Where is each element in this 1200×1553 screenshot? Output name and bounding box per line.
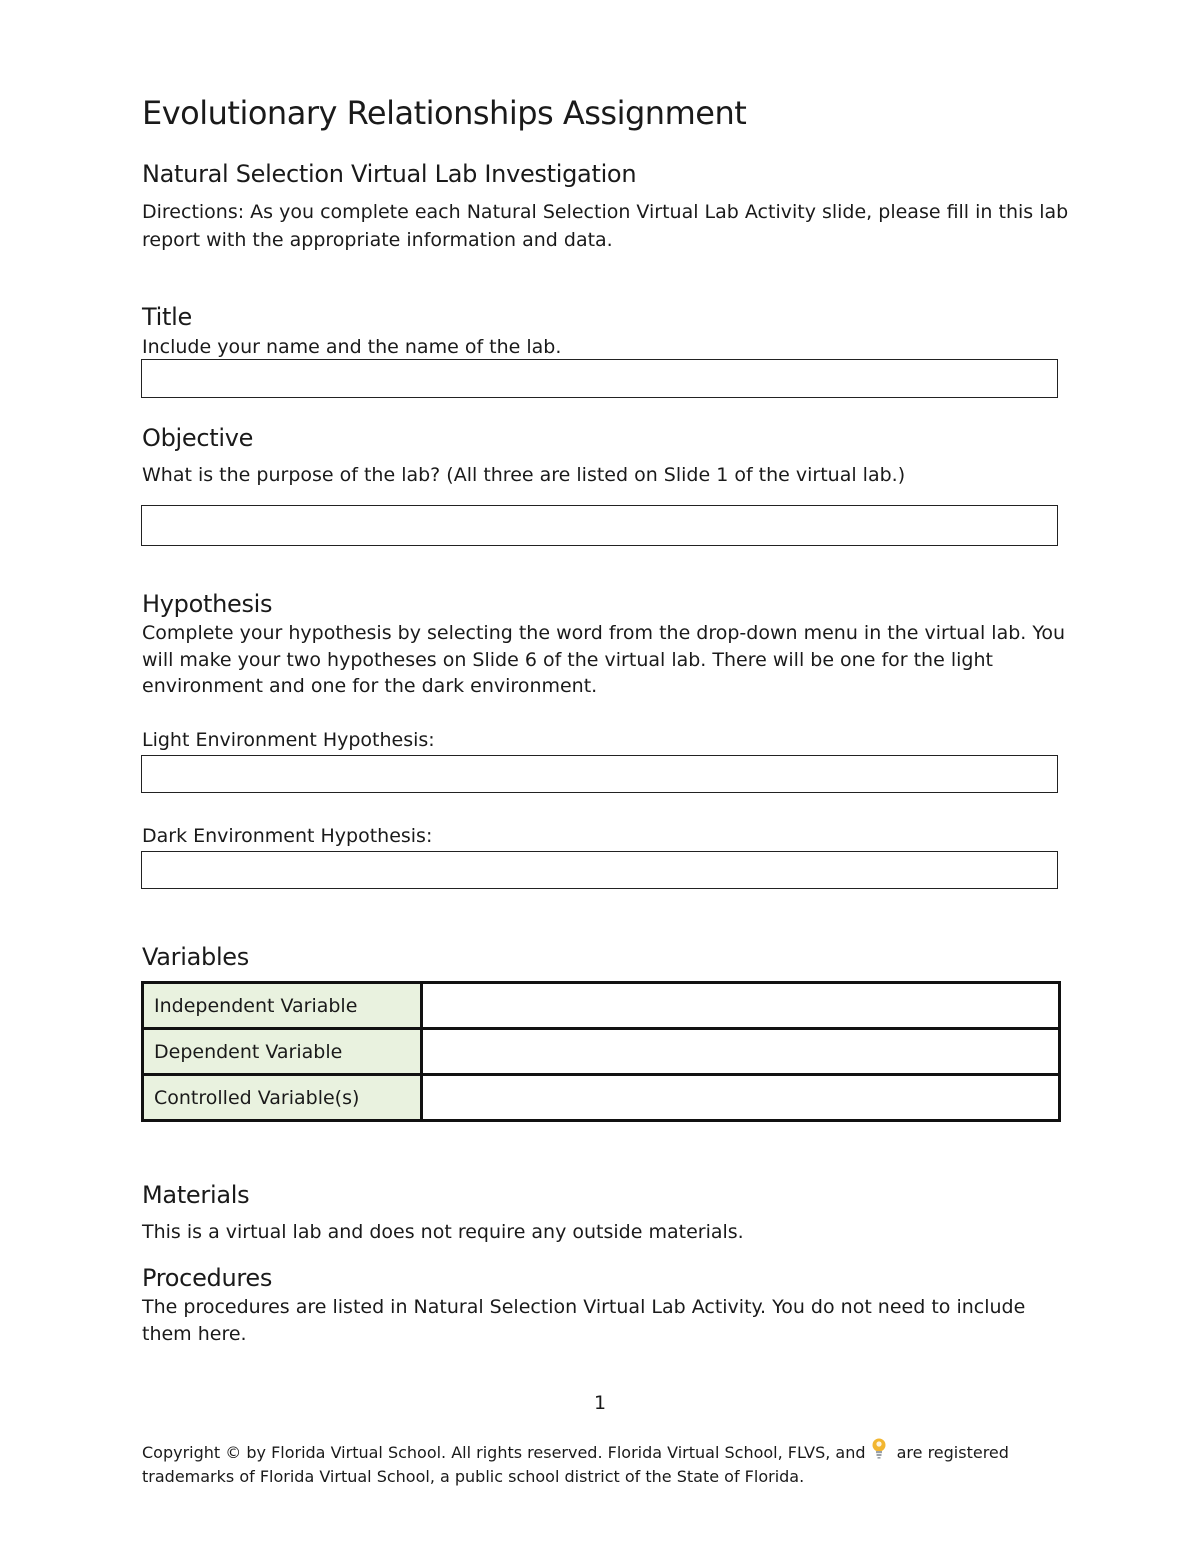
objective-prompt: What is the purpose of the lab? (All three are listed on Slide 1 of the virtual lab.) <box>142 464 906 486</box>
variables-heading: Variables <box>142 943 249 971</box>
table-row <box>143 983 1060 1029</box>
directions-label: Directions: <box>142 201 245 223</box>
page-number: 1 <box>593 1392 607 1414</box>
independent-variable-label: Independent Variable <box>143 983 422 1029</box>
hypothesis-heading: Hypothesis <box>142 590 273 618</box>
procedures-text: The procedures are listed in Natural Selection Virtual Lab Activity. You do not need to include them here. <box>142 1296 1026 1345</box>
title-prompt: Include your name and the name of the lab. <box>142 336 562 358</box>
page-title: Evolutionary Relationships Assignment <box>142 94 747 132</box>
dark-hypothesis-input[interactable] <box>141 851 1058 889</box>
title-input[interactable] <box>141 359 1058 398</box>
controlled-variables-input[interactable] <box>422 1075 1060 1121</box>
directions-text: As you complete each Natural Selection Virtual Lab Activity slide, please fill in this lab report with the appropriate information and data. <box>142 201 1069 251</box>
independent-variable-input[interactable] <box>422 983 1060 1029</box>
procedures-heading: Procedures <box>142 1264 273 1292</box>
variables-table <box>141 981 1061 1122</box>
copyright-text-end: are registered trademarks of Florida Virtual School, a public school district of the State of Florida. <box>142 1443 1009 1486</box>
table-row <box>143 1075 1060 1121</box>
objective-input[interactable] <box>141 505 1058 546</box>
title-heading: Title <box>142 303 192 331</box>
light-hypothesis-input[interactable] <box>141 755 1058 793</box>
dependent-variable-label: Dependent Variable <box>143 1029 422 1075</box>
directions-paragraph <box>142 198 1072 254</box>
dark-hypothesis-label: Dark Environment Hypothesis: <box>142 825 433 847</box>
copyright-notice <box>142 1438 1102 1488</box>
controlled-variables-label: Controlled Variable(s) <box>143 1075 422 1121</box>
lightbulb-icon <box>870 1438 888 1466</box>
light-hypothesis-label: Light Environment Hypothesis: <box>142 729 435 751</box>
lab-subtitle: Natural Selection Virtual Lab Investigation <box>142 160 637 188</box>
objective-heading: Objective <box>142 424 254 452</box>
hypothesis-prompt: Complete your hypothesis by selecting the word from the drop-down menu in the virtual lab. You will make your two hypotheses on Slide 6 of the virtual lab. There will be one for the light environment and one for the dark environment. <box>142 622 1066 697</box>
copyright-text-start: Copyright © by Florida Virtual School. All rights reserved. Florida Virtual School, FLVS, and <box>142 1443 866 1462</box>
materials-text: This is a virtual lab and does not require any outside materials. <box>142 1221 744 1243</box>
table-row <box>143 1029 1060 1075</box>
dependent-variable-input[interactable] <box>422 1029 1060 1075</box>
materials-heading: Materials <box>142 1181 250 1209</box>
